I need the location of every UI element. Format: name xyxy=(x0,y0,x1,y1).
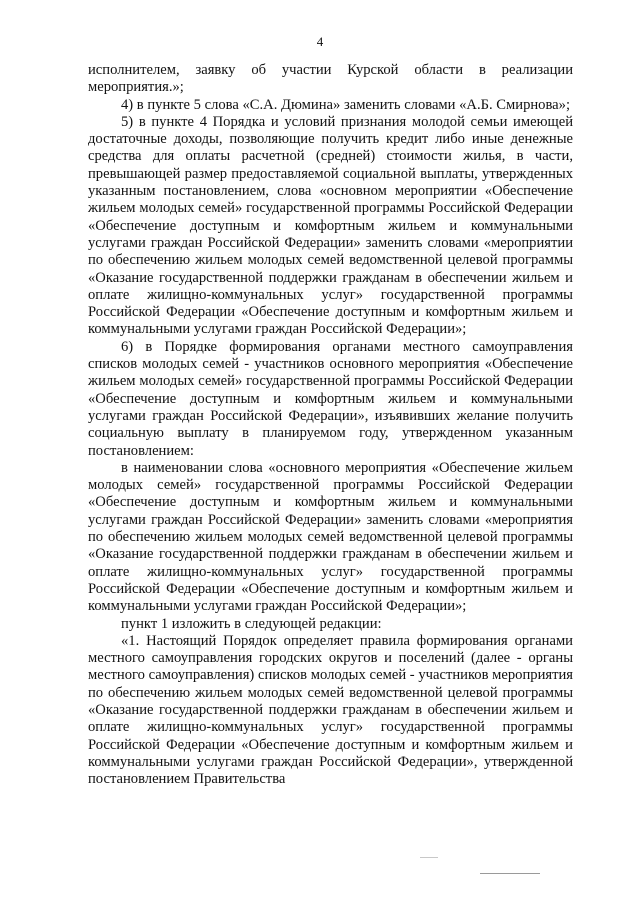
paragraph-point-1-text: «1. Настоящий Порядок определяет правила формирования органами местного самоуправления городских округов и поселений (далее - органы местного самоуправления) списков молодых семей - участников мероприятия по обеспечению жильем молодых семей ведомственной целевой программы «Оказание государственной поддержки гражданам в обеспечении жильем и оплате жилищно-коммунальных услуг» государственной программы Российской Федерации «Обеспечение доступным и комфортным жильем и коммунальными услугами граждан Российской Федерации», утвержденной постановлением Правительства xyxy=(88,632,573,788)
scan-mark xyxy=(420,857,438,858)
document-body xyxy=(88,62,573,788)
scan-mark xyxy=(480,873,540,874)
paragraph-item-4: 4) в пункте 5 слова «С.А. Дюмина» заменить словами «А.Б. Смирнова»; xyxy=(121,96,570,113)
paragraph-item-6: 6) в Порядке формирования органами местного самоуправления списков молодых семей - участников основного мероприятия «Обеспечение жильем молодых семей» государственной программы Российской Федерации «Обеспечение доступным и комфортным жильем и коммунальными услугами граждан Российской Федерации», изъявивших желание получить социальную выплату в планируемом году, утвержденном указанным постановлением: xyxy=(88,338,573,459)
paragraph-point-1-intro: пункт 1 изложить в следующей редакции: xyxy=(121,615,382,632)
paragraph-item-5: 5) в пункте 4 Порядка и условий признания молодой семьи имеющей достаточные доходы, позволяющие получить кредит либо иные денежные средства для оплаты расчетной (средней) стоимости жилья, в части, превышающей размер предоставляемой социальной выплаты, утвержденных указанным постановлением, слова «основном мероприятии «Обеспечение жильем молодых семей» государственной программы Российской Федерации «Обеспечение доступным и комфортным жильем и коммунальными услугами граждан Российской Федерации» заменить словами «мероприятии по обеспечению жильем молодых семей ведомственной целевой программы «Оказание государственной поддержки гражданам в обеспечении жильем и оплате жилищно-коммунальных услуг» государственной программы Российской Федерации «Обеспечение доступным и комфортным жильем и коммунальными услугами граждан Российской Федерации»; xyxy=(88,113,573,338)
page-number: 4 xyxy=(316,34,324,49)
paragraph-title-change: в наименовании слова «основного мероприятия «Обеспечение жильем молодых семей» государственной программы Российской Федерации «Обеспечение доступным и комфортным жильем и коммунальными услугами граждан Российской Федерации» заменить словами «мероприятия по обеспечению жильем молодых семей ведомственной целевой программы «Оказание государственной поддержки гражданам в обеспечении жильем и оплате жилищно-коммунальных услуг» государственной программы Российской Федерации «Обеспечение доступным и комфортным жильем и коммунальными услугами граждан Российской Федерации»; xyxy=(88,459,573,615)
paragraph-continuation: исполнителем, заявку об участии Курской области в реализации мероприятия.»; xyxy=(88,62,573,96)
